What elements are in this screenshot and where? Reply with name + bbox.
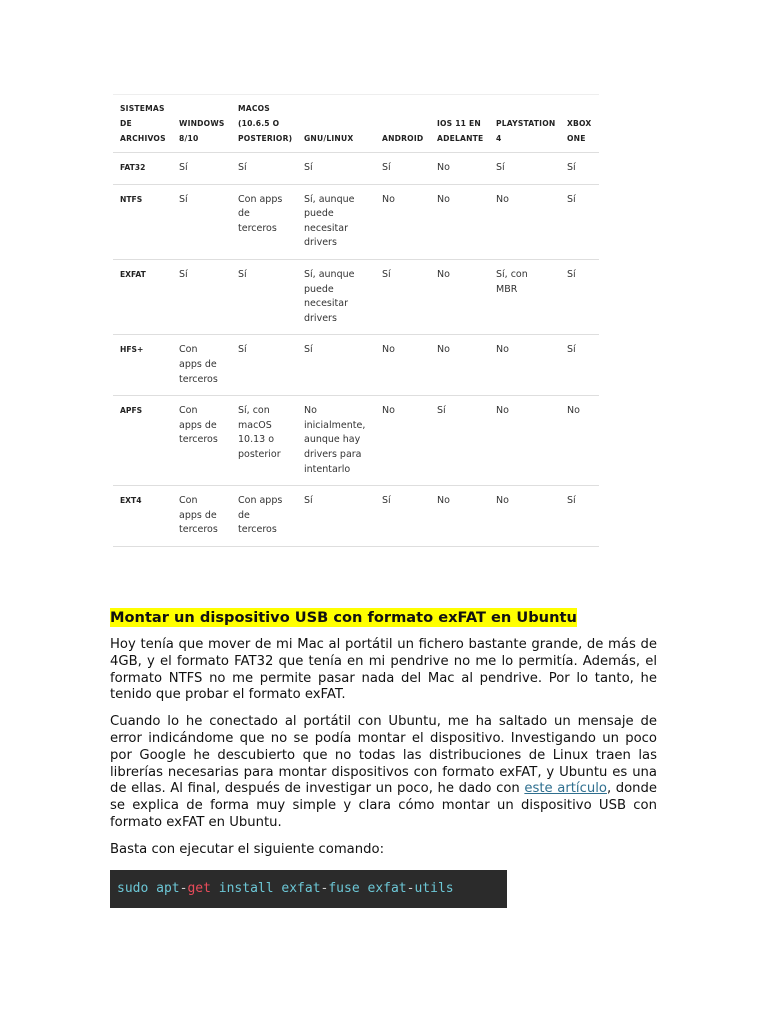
table-cell-line: 10.13 o <box>238 434 275 446</box>
table-header-row <box>113 95 599 153</box>
table-cell-line: Sí <box>238 344 247 356</box>
table-cell <box>560 184 599 259</box>
code-token: exfat <box>367 881 407 896</box>
table-cell-line: Sí <box>179 268 188 280</box>
table-cell-line: intentarlo <box>304 463 351 475</box>
table-cell-line: terceros <box>179 373 218 385</box>
file-system-name: EXT4 <box>113 486 172 547</box>
table-row <box>113 335 599 396</box>
table-cell-line: drivers para <box>304 448 362 460</box>
table-cell <box>489 259 560 334</box>
table-cell-line: No <box>496 495 509 507</box>
terminal-command-block <box>110 870 507 908</box>
table-cell-line: de <box>238 208 250 220</box>
column-header <box>560 95 599 153</box>
table-cell <box>489 184 560 259</box>
code-token: - <box>320 881 329 896</box>
table-cell <box>560 396 599 486</box>
table-cell-line: terceros <box>238 524 277 536</box>
table-cell-line: apps de <box>179 419 217 431</box>
table-row <box>113 486 599 547</box>
table-cell-line: Con <box>179 405 198 417</box>
table-cell-line: Sí <box>567 344 576 356</box>
table-row <box>113 259 599 334</box>
table-cell-line: Sí <box>179 162 188 173</box>
column-header-line: ONE <box>567 134 586 143</box>
code-token: fuse <box>328 881 360 896</box>
table-row <box>113 184 599 259</box>
table-cell <box>375 153 430 185</box>
table-cell <box>172 396 231 486</box>
table-cell-line: Sí, con <box>496 268 528 280</box>
table-cell <box>560 335 599 396</box>
file-system-name: APFS <box>113 396 172 486</box>
table-cell-line: terceros <box>179 524 218 536</box>
table-cell-line: drivers <box>304 237 337 249</box>
table-cell-line: Sí <box>567 495 576 507</box>
table-cell-line: Sí <box>238 268 247 280</box>
table-cell <box>560 153 599 185</box>
table-cell-line: No <box>496 405 509 417</box>
table-cell-line: Con apps <box>238 193 283 205</box>
paragraph-intro: Hoy tenía que mover de mi Mac al portátil un fichero bastante grande, de más de 4GB, y el formato FAT32 que tenía en mi pendrive no me lo permitía. Además, el formato NTFS no me permite pasar nada del Mac al pendrive. Por lo tanto, he tenido que probar el formato exFAT. <box>110 637 657 703</box>
file-system-name: EXFAT <box>113 259 172 334</box>
column-header-line: WINDOWS <box>179 119 225 128</box>
paragraph-text: , donde se explica de forma muy simple y clara cómo montar un dispositivo USB con formato exFAT en Ubuntu. <box>110 781 658 830</box>
column-header-line: SISTEMAS <box>120 104 165 113</box>
table-cell <box>297 259 375 334</box>
table-cell-line: Sí <box>567 162 576 173</box>
paragraph-command-intro: Basta con ejecutar el siguiente comando: <box>110 841 385 857</box>
table-cell <box>172 335 231 396</box>
table-cell <box>430 259 489 334</box>
table-cell-line: Sí <box>496 162 505 173</box>
table-cell-line: Sí <box>179 193 188 205</box>
table-cell <box>430 486 489 547</box>
table-cell-line: terceros <box>179 434 218 446</box>
table-cell-line: No <box>382 405 395 417</box>
table-cell <box>489 153 560 185</box>
table-cell-line: drivers <box>304 312 337 324</box>
column-header-line: ANDROID <box>382 134 424 143</box>
file-system-name: NTFS <box>113 184 172 259</box>
table-cell-line: No <box>382 344 395 356</box>
article-link[interactable]: este artículo <box>524 781 607 797</box>
table-cell <box>375 486 430 547</box>
table-cell <box>172 259 231 334</box>
column-header-line: (10.6.5 O <box>238 119 280 128</box>
table-cell <box>231 153 297 185</box>
column-header-line: DE <box>120 119 132 128</box>
table-cell <box>172 184 231 259</box>
table-cell-line: Sí <box>567 193 576 205</box>
table-cell-line: No <box>437 495 450 507</box>
column-header-line: ADELANTE <box>437 134 484 143</box>
table-cell-line: Sí <box>304 162 313 173</box>
table-cell-line: No <box>304 405 317 417</box>
table-cell-line: Sí, aunque <box>304 268 355 280</box>
table-cell <box>489 486 560 547</box>
table-cell-line: Sí, aunque <box>304 193 355 205</box>
table-cell <box>430 153 489 185</box>
table-cell <box>172 486 231 547</box>
table-cell-line: No <box>437 162 450 173</box>
code-token: get <box>187 881 211 896</box>
table-cell <box>297 486 375 547</box>
article <box>110 608 657 869</box>
table-cell <box>375 335 430 396</box>
table-cell-line: necesitar <box>304 222 348 234</box>
table-row <box>113 153 599 185</box>
column-header-line: IOS 11 EN <box>437 119 481 128</box>
code-token: utils <box>414 881 454 896</box>
table-cell-line: No <box>382 193 395 205</box>
table-cell-line: Sí <box>382 268 391 280</box>
table-cell <box>375 184 430 259</box>
table-cell-line: Sí <box>567 268 576 280</box>
table-cell-line: No <box>437 193 450 205</box>
table-cell-line: aunque hay <box>304 434 361 446</box>
table-cell <box>297 153 375 185</box>
table-cell-line: Con <box>179 344 198 356</box>
column-header-line: MACOS <box>238 104 270 113</box>
paragraph-ubuntu-error <box>110 714 657 832</box>
table-cell-line: necesitar <box>304 298 348 310</box>
column-header <box>430 95 489 153</box>
table-cell <box>375 259 430 334</box>
table-cell-line: Sí <box>238 162 247 173</box>
table-cell-line: Sí <box>382 162 391 173</box>
table-cell <box>172 153 231 185</box>
article-heading: Montar un dispositivo USB con formato exFAT en Ubuntu <box>110 609 577 626</box>
column-header <box>489 95 560 153</box>
table-cell <box>430 335 489 396</box>
table-cell-line: Sí <box>382 495 391 507</box>
table-cell <box>297 335 375 396</box>
table-cell-line: Sí <box>437 405 446 417</box>
table-cell <box>231 335 297 396</box>
column-header-line: 4 <box>496 134 502 143</box>
column-header-line: POSTERIOR) <box>238 134 293 143</box>
table-cell <box>297 396 375 486</box>
table-cell-line: Sí <box>304 344 313 356</box>
table-cell <box>375 396 430 486</box>
table-cell-line: macOS <box>238 419 272 431</box>
table-cell-line: terceros <box>238 222 277 234</box>
table-cell-line: Con <box>179 495 198 507</box>
table-cell <box>489 335 560 396</box>
paragraph-text: Cuando lo he conectado al portátil con Ubuntu, me ha saltado un mensaje de error indicándome que no se podía montar el dispositivo. Investigando un poco por Google he descubierto que no todas las distribuciones de Linux traen las librerías necesarias para montar dispositivos con formato exFAT, y Ubuntu es una de ellas. Al final, después de investigar un poco, he dado con <box>110 714 657 797</box>
table-cell-line: Con apps <box>238 495 283 507</box>
table-cell-line: No <box>437 344 450 356</box>
table-cell-line: Sí <box>304 495 313 507</box>
table-cell <box>297 184 375 259</box>
table-cell-line: MBR <box>496 283 518 295</box>
table-cell-line: apps de <box>179 358 217 370</box>
table-cell-line: No <box>496 193 509 205</box>
column-header-line: GNU/LINUX <box>304 134 354 143</box>
table-cell-line: Sí, con <box>238 405 270 417</box>
table-cell-line: No <box>437 268 450 280</box>
table-cell-line: posterior <box>238 448 281 460</box>
code-token: sudo <box>117 881 149 896</box>
column-header <box>172 95 231 153</box>
column-header-line: ARCHIVOS <box>120 134 166 143</box>
table-cell-line: puede <box>304 208 334 220</box>
table-cell <box>231 396 297 486</box>
table-row <box>113 396 599 486</box>
table-cell-line: puede <box>304 283 334 295</box>
code-token: install <box>218 881 274 896</box>
column-header-line: XBOX <box>567 119 592 128</box>
column-header <box>375 95 430 153</box>
table-cell <box>560 486 599 547</box>
table-cell <box>231 486 297 547</box>
table-cell <box>560 259 599 334</box>
code-token: - <box>179 881 188 896</box>
table-cell-line: No <box>567 405 580 417</box>
code-token: exfat <box>281 881 321 896</box>
table-cell <box>489 396 560 486</box>
table-cell <box>430 396 489 486</box>
file-system-name: FAT32 <box>113 153 172 185</box>
table-cell-line: No <box>496 344 509 356</box>
code-token: - <box>406 881 415 896</box>
code-token: apt <box>156 881 180 896</box>
column-header-line: 8/10 <box>179 134 199 143</box>
table-cell <box>231 259 297 334</box>
table-cell-line: inicialmente, <box>304 419 366 431</box>
column-header-line: PLAYSTATION <box>496 119 556 128</box>
file-system-compatibility-table <box>113 94 599 547</box>
column-header <box>297 95 375 153</box>
file-system-name: HFS+ <box>113 335 172 396</box>
table-cell <box>231 184 297 259</box>
column-header <box>113 95 172 153</box>
column-header <box>231 95 297 153</box>
table-cell <box>430 184 489 259</box>
table-cell-line: apps de <box>179 509 217 521</box>
table-cell-line: de <box>238 509 250 521</box>
